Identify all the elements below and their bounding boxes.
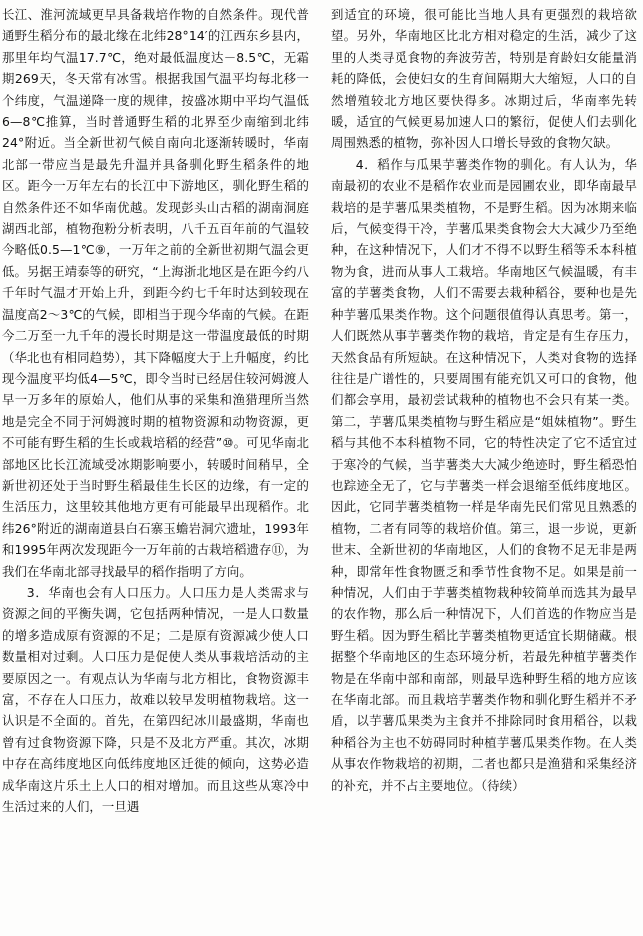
paragraph-population-continued: 到适宜的环境，很可能比当地人具有更强烈的栽培欲望。另外，华南地区比北方相对稳定的生活，减少了这里的人类寻觅食物的奔波劳苦，特别是育龄妇女能量消耗的降低，会使妇女的生育间隔期大大缩短，人口的自然增殖较北方地区要快得多。冰期过后，华南率先转暖，适宜的气候更易加速人口的繁衍，促使人们去驯化周围熟悉的植物，弥补因人口增长导致的食物欠缺。 (331, 7, 637, 151)
paragraph-population-pressure: 3．华南也会有人口压力。人口压力是人类需求与资源之间的平衡失调，它包括两种情况，一是人口数量的增多造成原有资源的不足；二是原有资源减少使人口数量相对过剩。人口压力是促使人类从事栽培活动的主要原因之一。有观点认为华南与北方相比，食物资源丰富，不存在人口压力，故难以较早发明植物栽培。这一认识是不全面的。首先，在第四纪冰川最盛期，华南也曾有过食物资源下降，只是不及北方严重。其次，冰期中存在高纬度地区向低纬度地区迁徙的倾向，这势必造成华南这片乐土上人口的相对增加。而且这些从寒冷中生活过来的人们，一旦遇 (2, 584, 309, 815)
paragraph-environment-conditions: 长江、淮河流域更早具备栽培作物的自然条件。现代普通野生稻分布的最北缘在北纬28°14′的江西东乡县内，那里年均气温17.7℃，绝对最低温度达－8.5℃，无霜期269天，冬天常有冰雪。根据我国气温平均每北移一个纬度，气温递降一度的规律，按盛冰期中平均气温低6—8℃推算，当时普通野生稻的北界至少南缩到北纬24°附近。当全新世初气候自南向北逐渐转暖时，华南北部一带应当是最先升温并具备驯化野生稻条件的地区。距今一万年左右的长江中下游地区，驯化野生稻的自然条件还不如华南优越。发现彭头山古稻的湖南洞庭湖西北部，植物孢粉分析表明，八千五百年前的气温较今略低0.5—1℃⑨，一万年之前的全新世初期气温会更低。另据王靖泰等的研究，“上海浙北地区是在距今约八千年时气温才开始上升，到距今约七千年时达到较现在温度高2～3℃的气候，即相当于现今华南的气候。在距今二万至一九千年的漫长时期是这一带温度最低的时期（华北也有相同趋势），其下降幅度大于上升幅度，约比现今温度平均低4—5℃，即令当时已经居住较河姆渡人早一万多年的原始人，他们从事的采集和渔猎理所当然地是完全不同于河姆渡时期的植物资源和动物资源，更不可能有野生稻的生长或栽培稻的经营”⑩。可见华南北部地区比长江流域受冰期影响要小，转暖时间稍早，全新世初还处于当时野生稻最佳生长区的边缘，有一定的生活压力，这里较其他地方更有可能最早出现稻作。北纬26°附近的湖南道县白石寨玉蟾岩洞穴遗址，1993年和1995年两次发现距今一万年前的古栽培稻遗存⑪，为我们在华南北部寻找最早的稻作指明了方向。 (2, 7, 309, 579)
right-text-column (331, 4, 637, 932)
paragraph-tuber-crops-domestication: 4．稻作与瓜果芋薯类作物的驯化。有人认为，华南最初的农业不是稻作农业而是园圃农业，即华南最早栽培的是芋薯瓜果类植物，不是野生稻。因为冰期来临后，气候变得干冷，芋薯瓜果类食物会大大减少乃至绝种，在这种情况下，人们才不得不以野生稻等禾本科植物为食，进而从事人工栽培。华南地区气候温暖，有丰富的芋薯类食物，人们不需要去栽种稻谷，要种也是先种芋薯瓜果类作物。这个问题很值得认真思考。第一，人们既然从事芋薯类作物的栽培，肯定是有生存压力，天然食品有所短缺。在这种情况下，人类对食物的选择往往是广谱性的，只要周围有能充饥又可口的食物，他们都会享用，最初尝试栽种的植物也不会只有某一类。第二，芋薯瓜果类植物与野生稻应是“姐妹植物”。野生稻与其他不本科植物不同，它的特性决定了它不适宜过于寒冷的气候，当芋薯类大大减少绝迹时，野生稻恐怕也踪迹全无了，它与芋薯类一样会退缩至低纬度地区。因此，它同芋薯类植物一样是华南先民们常见且熟悉的植物，二者有同等的栽培价值。第三，退一步说，更新世末、全新世初的华南地区，人们的食物不足无非是两种，即常年性食物匮乏和季节性食物不足。如果是前一种情况，人们由于芋薯类植物栽种较简单而选其为最早的农作物，那么后一种情况下，人们首选的作物应当是野生稻。因为野生稻比芋薯类植物更适宜长期储藏。根据整个华南地区的生态环境分析，若最先种植芋薯类作物是在华南中部和南部，则最早选种野生稻的地方应该在华南北部。而且栽培芋薯类作物和驯化野生稻并不矛盾，以芋薯瓜果类为主食并不排除同时食用稻谷，以栽种稻谷为主也不妨碍同时种植芋薯瓜果类作物。在人类从事农作物栽培的初期，二者也都只是渔猎和采集经济的补充，并不占主要地位。（待续） (331, 156, 637, 793)
left-text-column (2, 4, 309, 932)
